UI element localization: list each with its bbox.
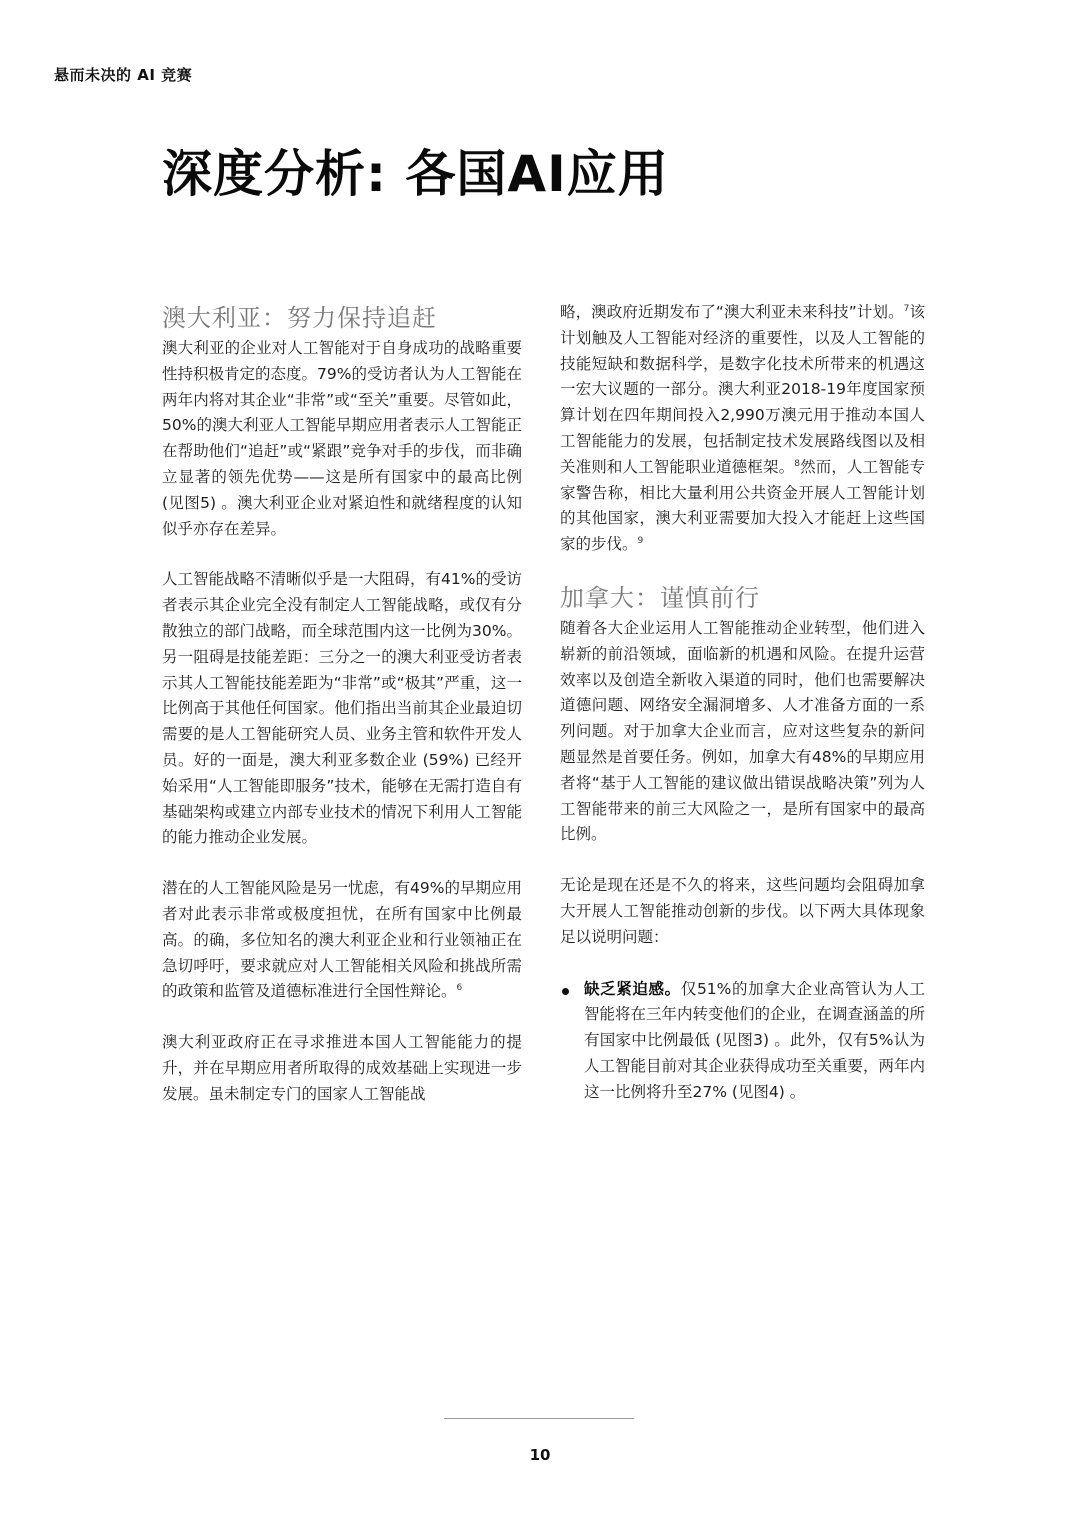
section-heading-australia: 澳大利亚：努力保持追赶 (162, 304, 437, 332)
bullet-dot-icon (562, 988, 569, 995)
bullet-text: 仅51%的加拿大企业高管认为人工智能将在三年内转变他们的企业，在调查涵盖的所有国家中比例最低 (见图3) 。此外，仅有5%认为人工智能目前对其企业获得成功至关重要，两年内这一比例将升至27% (见图4) 。 (584, 979, 926, 1101)
running-header: 悬而未决的 AI 竞赛 (54, 66, 193, 84)
australia-paragraph-3-text: 潜在的人工智能风险是另一忧虑，有49%的早期应用者对此表示非常或极度担忧，在所有国家中比例最高。的确，多位知名的澳大利亚企业和行业领袖正在急切呼吁，要求就应对人工智能相关风险和挑战所需的政策和监管及道德标准进行全国性辩论。 (162, 879, 522, 1001)
continued-text-b: 该计划触及人工智能对经济的重要性，以及人工智能的技能短缺和数据科学，是数字化技术所带来的机遇这一宏大议题的一部分。澳大利亚2018-19年度国家预算计划在四年期间投入2,990万澳元用于推动本国人工智能能力的发展，包括制定技术发展路线图以及相关准则和人工智能职业道德框架。 (560, 303, 925, 476)
footer-divider (444, 1418, 634, 1419)
bullet-item (560, 977, 925, 1106)
footnote-ref-9: 9 (637, 536, 644, 547)
canada-bullet-list (560, 977, 925, 1106)
footnote-ref-8: 8 (794, 458, 801, 469)
page-title: 深度分析: 各国AI应用 (162, 145, 669, 203)
australia-paragraph-3 (162, 876, 522, 1005)
section-heading-canada: 加拿大：谨慎前行 (560, 583, 760, 612)
footnote-ref-6: 6 (456, 983, 463, 994)
page-number: 10 (529, 1446, 551, 1464)
australia-paragraph-4-continued (560, 300, 925, 558)
continued-text-c: 然而，人工智能专家警告称，相比大量利用公共资金开展人工智能计划的其他国家，澳大利亚需要加大投入才能赶上这些国家的步伐。 (560, 457, 925, 554)
australia-paragraph-1: 澳大利亚的企业对人工智能对于自身成功的战略重要性持积极肯定的态度。79%的受访者认为人工智能在两年内将对其企业“非常”或“至关”重要。尽管如此，50%的澳大利亚人工智能早期应用者表示人工智能正在帮助他们“追赶”或“紧跟”竞争对手的步伐，而非确立显著的领先优势——这是所有国家中的最高比例 (见图5) 。澳大利亚企业对紧迫性和就绪程度的认知似乎亦存在差异。 (162, 339, 522, 538)
australia-paragraph-2: 人工智能战略不清晰似乎是一大阻碍，有41%的受访者表示其企业完全没有制定人工智能战略，或仅有分散独立的部门战略，而全球范围内这一比例为30%。另一阻碍是技能差距：三分之一的澳大利亚受访者表示其人工智能技能差距为“非常”或“极其”严重，这一比例高于其他任何国家。他们指出当前其企业最迫切需要的是人工智能研究人员、业务主管和软件开发人员。好的一面是，澳大利亚多数企业 (59%) 已经开始采用“人工智能即服务”技术，能够在无需打造自有基础架构或建立内部专业技术的情况下利用人工智能的能力推动企业发展。 (162, 570, 522, 847)
australia-paragraph-4: 澳大利亚政府正在寻求推进本国人工智能能力的提升，并在早期应用者所取得的成效基础上实现进一步发展。虽未制定专门的国家人工智能战 (162, 1033, 522, 1103)
continued-text-a: 略，澳政府近期发布了“澳大利亚未来科技”计划。 (560, 303, 904, 321)
canada-paragraph-2: 无论是现在还是不久的将来，这些问题均会阻碍加拿大开展人工智能推动创新的步伐。以下两大具体现象足以说明问题： (560, 876, 925, 946)
left-column (162, 300, 522, 1108)
right-column (560, 300, 925, 1106)
canada-paragraph-1: 随着各大企业运用人工智能推动企业转型，他们进入崭新的前沿领域，面临新的机遇和风险。在提升运营效率以及创造全新收入渠道的同时，他们也需要解决道德问题、网络安全漏洞增多、人才准备方面的一系列问题。对于加拿大企业而言，应对这些复杂的新问题显然是首要任务。例如，加拿大有48%的早期应用者将“基于人工智能的建议做出错误战略决策”列为人工智能带来的前三大风险之一，是所有国家中的最高比例。 (560, 618, 925, 844)
bullet-term: 缺乏紧迫感。 (584, 979, 681, 998)
footnote-ref-7: 7 (903, 303, 910, 314)
